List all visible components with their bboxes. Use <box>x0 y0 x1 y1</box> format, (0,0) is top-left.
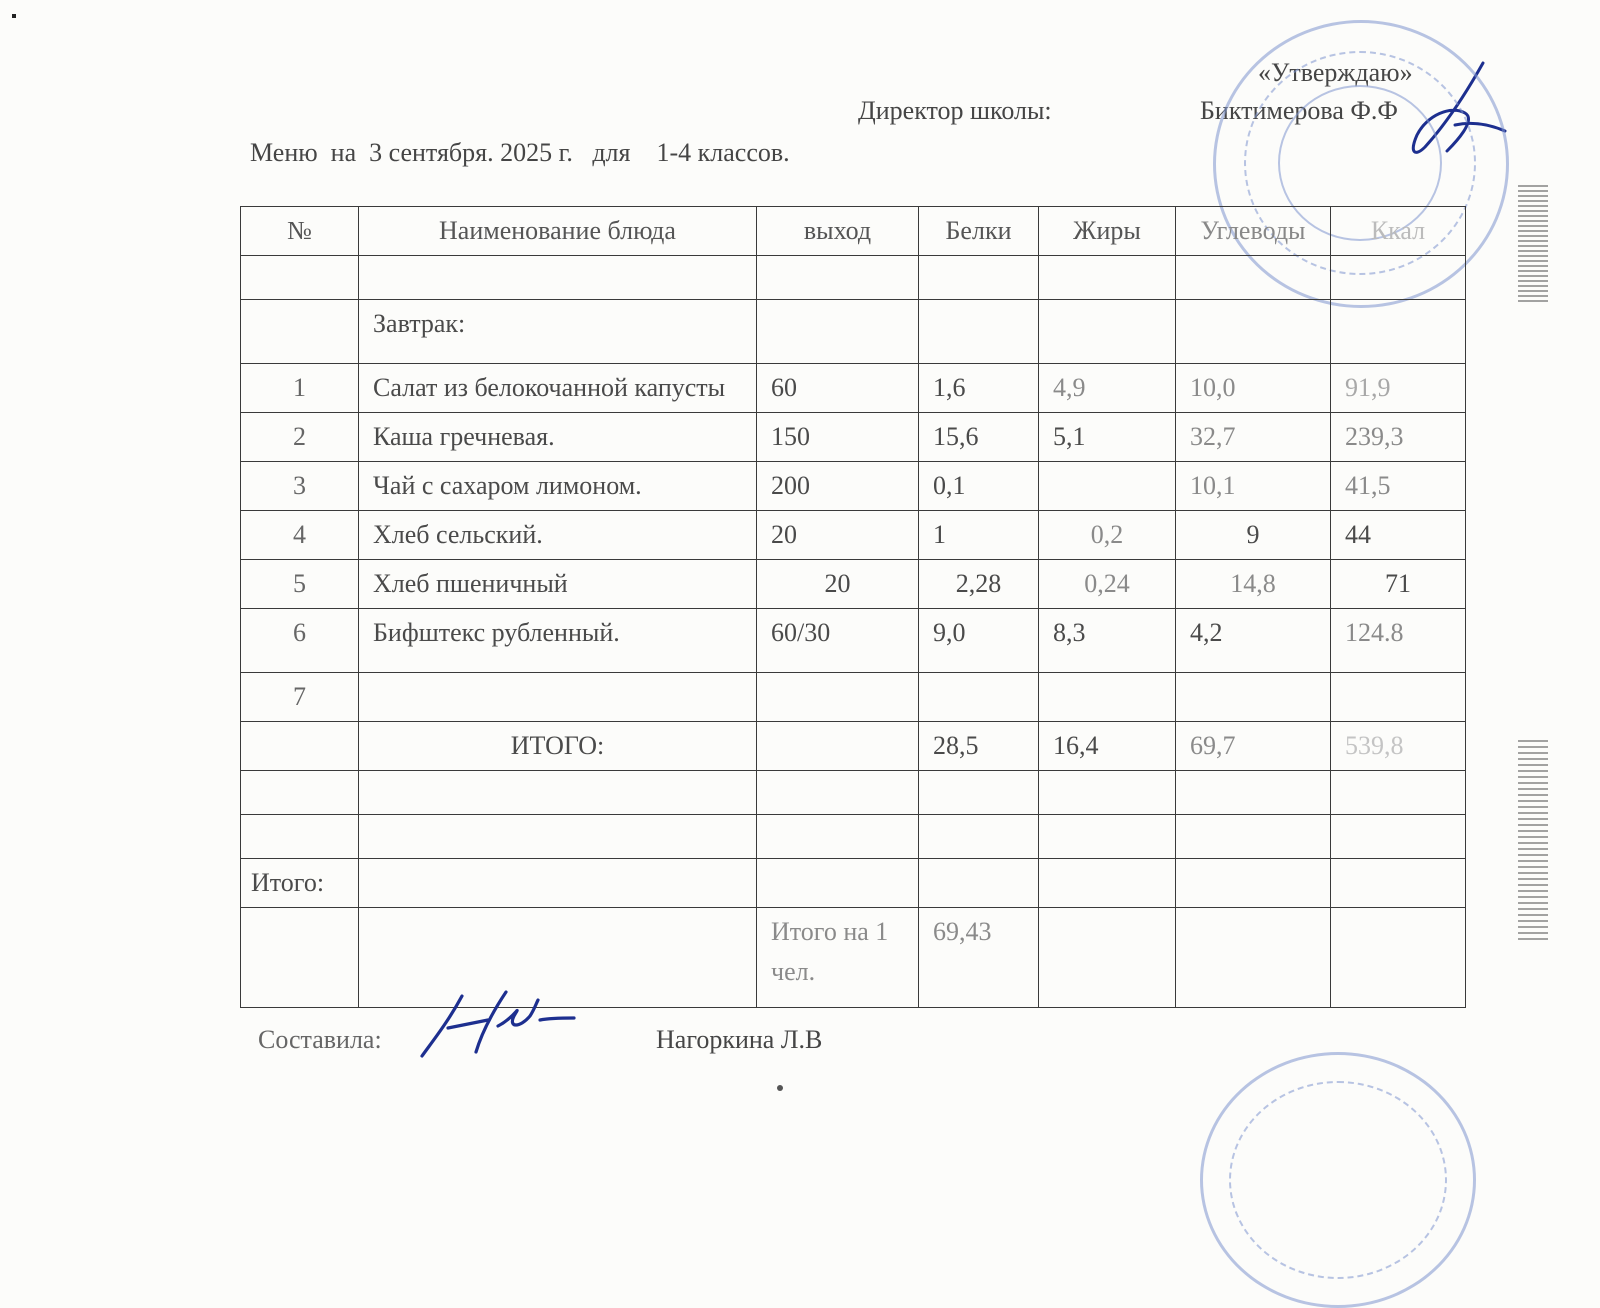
director-name: Биктимерова Ф.Ф <box>1200 96 1398 125</box>
composed-label: Составила: <box>258 1025 382 1054</box>
col-proteins: Белки <box>919 207 1039 256</box>
menu-title: Меню на 3 сентября. 2025 г. для 1-4 классов. <box>250 138 790 167</box>
row-number: 3 <box>241 462 359 511</box>
dish-name: Бифштекс рубленный. <box>359 609 757 673</box>
col-carbs: Углеводы <box>1176 207 1331 256</box>
table-row <box>241 673 1466 722</box>
composer-name: Нагоркина Л.В <box>656 1025 823 1054</box>
table-row <box>241 771 1466 815</box>
table-row <box>241 256 1466 300</box>
subtotal-carbs: 69,7 <box>1176 722 1331 771</box>
dish-name: Чай с сахаром лимоном. <box>359 462 757 511</box>
dish-carbs: 14,8 <box>1176 560 1331 609</box>
dish-fats <box>1039 462 1176 511</box>
dish-carbs: 10,0 <box>1176 364 1331 413</box>
subtotal-fats: 16,4 <box>1039 722 1176 771</box>
subtotal-row <box>241 722 1466 771</box>
dish-proteins: 1 <box>919 511 1039 560</box>
dish-fats: 4,9 <box>1039 364 1176 413</box>
table-row <box>241 511 1466 560</box>
col-number: № <box>241 207 359 256</box>
dish-name: Каша гречневая. <box>359 413 757 462</box>
row-number: 7 <box>241 673 359 722</box>
dish-output: 20 <box>757 560 919 609</box>
table-row <box>241 815 1466 859</box>
dish-proteins: 2,28 <box>919 560 1039 609</box>
dish-name: Хлеб пшеничный <box>359 560 757 609</box>
subtotal-label: ИТОГО: <box>359 722 757 771</box>
scan-artifact <box>1518 185 1548 305</box>
dish-carbs: 10,1 <box>1176 462 1331 511</box>
scan-speck <box>12 14 16 18</box>
dish-kcal: 239,3 <box>1331 413 1466 462</box>
per-person-value: 69,43 <box>919 908 1039 1008</box>
school-stamp-bottom <box>1200 1052 1476 1308</box>
table-row <box>241 560 1466 609</box>
row-number: 4 <box>241 511 359 560</box>
breakfast-label: Завтрак: <box>359 300 757 364</box>
col-dish: Наименование блюда <box>359 207 757 256</box>
total-row <box>241 859 1466 908</box>
table-row <box>241 413 1466 462</box>
col-kcal: Ккал <box>1331 207 1466 256</box>
subtotal-proteins: 28,5 <box>919 722 1039 771</box>
dish-fats: 0,24 <box>1039 560 1176 609</box>
dish-kcal: 44 <box>1331 511 1466 560</box>
table-row <box>241 364 1466 413</box>
scan-artifact <box>1518 740 1548 940</box>
col-output: выход <box>757 207 919 256</box>
dish-carbs: 4,2 <box>1176 609 1331 673</box>
director-label: Директор школы: <box>858 96 1052 125</box>
table-row <box>241 462 1466 511</box>
table-row <box>241 609 1466 673</box>
approve-label: «Утверждаю» <box>1258 58 1413 87</box>
dish-output: 200 <box>757 462 919 511</box>
row-number: 1 <box>241 364 359 413</box>
composer-signature <box>418 982 578 1062</box>
col-fats: Жиры <box>1039 207 1176 256</box>
scan-speck <box>777 1085 783 1091</box>
dish-name: Хлеб сельский. <box>359 511 757 560</box>
row-number: 5 <box>241 560 359 609</box>
dish-proteins: 1,6 <box>919 364 1039 413</box>
breakfast-row <box>241 300 1466 364</box>
dish-proteins: 0,1 <box>919 462 1039 511</box>
dish-fats: 0,2 <box>1039 511 1176 560</box>
dish-kcal: 91,9 <box>1331 364 1466 413</box>
dish-output: 60/30 <box>757 609 919 673</box>
row-number: 2 <box>241 413 359 462</box>
dish-output: 20 <box>757 511 919 560</box>
dish-output: 60 <box>757 364 919 413</box>
dish-name: Салат из белокочанной капусты <box>359 364 757 413</box>
row-number: 6 <box>241 609 359 673</box>
table-header-row <box>241 207 1466 256</box>
dish-carbs: 9 <box>1176 511 1331 560</box>
menu-table <box>240 206 1466 1008</box>
dish-carbs: 32,7 <box>1176 413 1331 462</box>
dish-fats: 8,3 <box>1039 609 1176 673</box>
dish-kcal: 41,5 <box>1331 462 1466 511</box>
subtotal-kcal: 539,8 <box>1331 722 1466 771</box>
dish-kcal: 71 <box>1331 560 1466 609</box>
dish-proteins: 15,6 <box>919 413 1039 462</box>
dish-kcal: 124.8 <box>1331 609 1466 673</box>
dish-proteins: 9,0 <box>919 609 1039 673</box>
dish-output: 150 <box>757 413 919 462</box>
dish-fats: 5,1 <box>1039 413 1176 462</box>
per-person-label: Итого на 1 чел. <box>757 908 919 1008</box>
total-label: Итого: <box>241 859 359 908</box>
